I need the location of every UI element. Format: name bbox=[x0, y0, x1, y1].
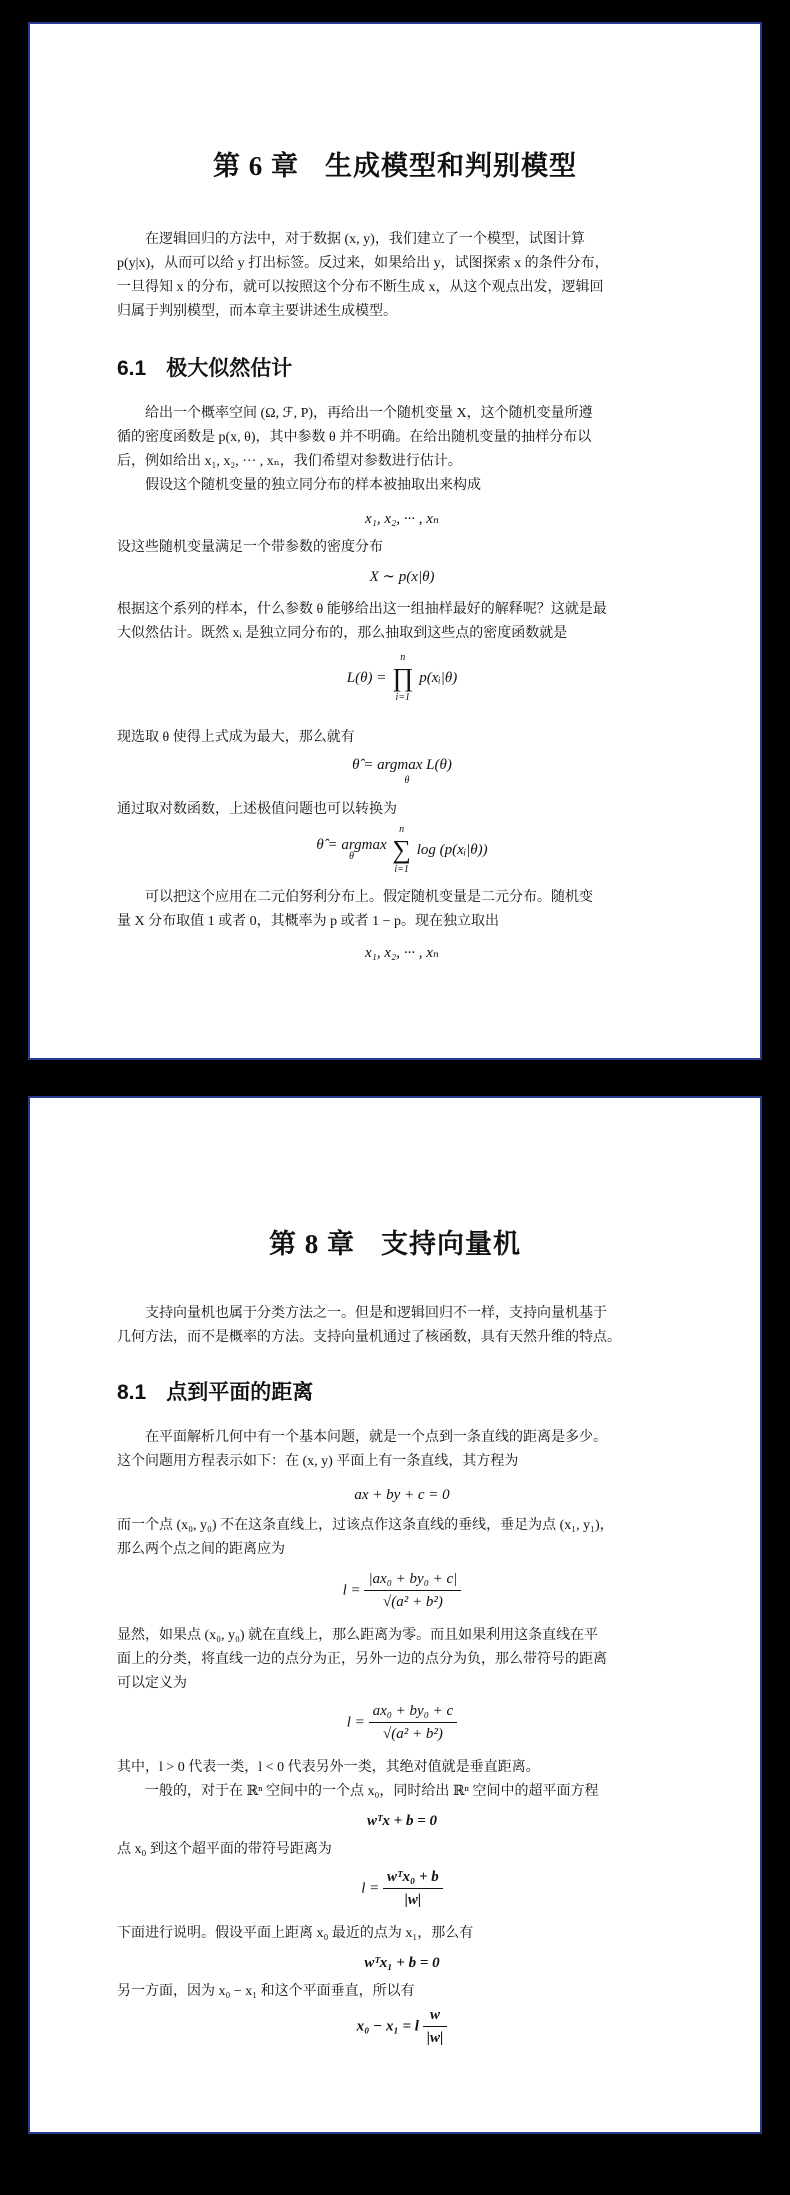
paragraph-line: 而一个点 (x₀, y₀) 不在这条直线上，过该点作这条直线的垂线，垂足为点 (x₁, y₁)， bbox=[117, 1518, 614, 1533]
paragraph-line: 另一方面，因为 x₀ − x₁ 和这个平面垂直，所以有 bbox=[117, 1984, 415, 1999]
section-8-1-title: 8.1 点到平面的距离 bbox=[117, 1381, 314, 1404]
chapter-8-title: 第 8 章 支持向量机 bbox=[269, 1229, 521, 1259]
equation-hyperplane: wᵀx + b = 0 bbox=[366, 1813, 438, 1829]
paragraph-line: 现选取 θ 使得上式成为最大，那么就有 bbox=[117, 730, 355, 745]
document-page-1 bbox=[28, 22, 762, 1060]
paragraph-line: 通过取对数函数，上述极值问题也可以转换为 bbox=[117, 802, 397, 817]
equation-perpendicular: x₀ − x₁ = l $\frac{w}{|w|}$ bbox=[117, 2004, 687, 2052]
equation-distribution: X ∼ p(x|θ) bbox=[369, 569, 435, 585]
equation-argmax: θ̂ = argmax L(θ) θ bbox=[352, 757, 452, 786]
intro-line: 一旦得知 x 的分布，就可以按照这个分布不断生成 x，从这个观点出发，逻辑回 bbox=[117, 280, 604, 295]
paragraph-line: 循的密度函数是 p(x, θ)，其中参数 θ 并不明确。在给出随机变量的抽样分布以 bbox=[117, 430, 592, 445]
paragraph-line: 点 x₀ 到这个超平面的带符号距离为 bbox=[117, 1842, 332, 1857]
paragraph-line: 显然，如果点 (x₀, y₀) 就在直线上，那么距离为零。而且如果利用这条直线在平 bbox=[117, 1628, 599, 1643]
paragraph-line: 这个问题用方程表示如下：在 (x, y) 平面上有一条直线，其方程为 bbox=[117, 1454, 519, 1469]
intro-line: 几何方法，而不是概率的方法。支持向量机通过了核函数，具有天然升维的特点。 bbox=[117, 1330, 621, 1345]
paragraph-line: 量 X 分布取值 1 或者 0，其概率为 p 或者 1 − p。现在独立取出 bbox=[117, 914, 500, 929]
paragraph-line: 在平面解析几何中有一个基本问题，就是一个点到一条直线的距离是多少。 bbox=[145, 1430, 607, 1445]
intro-line: 支持向量机也属于分类方法之一。但是和逻辑回归不一样，支持向量机基于 bbox=[145, 1306, 607, 1321]
paragraph-line: 一般的，对于在 ℝⁿ 空间中的一个点 x₀，同时给出 ℝⁿ 空间中的超平面方程 bbox=[145, 1784, 599, 1799]
equation-sample: x₁, x₂, ··· , xₙ bbox=[365, 511, 439, 527]
paragraph-line: 后，例如给出 x₁, x₂, ··· , xₙ，我们希望对参数进行估计。 bbox=[117, 454, 462, 469]
paragraph-line: 那么两个点之间的距离应为 bbox=[117, 1542, 285, 1557]
paragraph-line: 大似然估计。既然 xᵢ 是独立同分布的，那么抽取到这些点的密度函数就是 bbox=[117, 626, 568, 641]
paragraph-line: 可以定义为 bbox=[117, 1676, 187, 1691]
paragraph-line: 其中，l > 0 代表一类，l < 0 代表另外一类，其绝对值就是垂直距离。 bbox=[117, 1760, 540, 1775]
paragraph-line: 设这些随机变量满足一个带参数的密度分布 bbox=[117, 540, 383, 555]
equation-line: ax + by + c = 0 bbox=[354, 1487, 450, 1503]
equation-hyperplane-distance: l = $\frac{\text{wᵀx₀ + b}}{|w|}$ bbox=[117, 1866, 687, 1914]
paragraph-line: 假设这个随机变量的独立同分布的样本被抽取出来构成 bbox=[145, 478, 481, 493]
paragraph-line: 根据这个系列的样本，什么参数 θ 能够给出这一组抽样最好的解释呢？这就是最 bbox=[117, 602, 607, 617]
equation-signed-distance: l = $\frac{\text{ax₀ + by₀ + c}}{\text{√(a² + b²)}}$ bbox=[117, 1700, 687, 1748]
section-6-1-title: 6.1 极大似然估计 bbox=[117, 357, 293, 380]
intro-line: 归属于判别模型，而本章主要讲述生成模型。 bbox=[117, 304, 397, 319]
paragraph-line: 给出一个概率空间 (Ω, ℱ, P)，再给出一个随机变量 X，这个随机变量所遵 bbox=[145, 406, 593, 421]
paragraph-line: 可以把这个应用在二元伯努利分布上。假定随机变量是二元分布。随机变 bbox=[145, 890, 593, 905]
intro-line: p(y|x)，从而可以给 y 打出标签。反过来，如果给出 y，试图探索 x 的条件分布， bbox=[117, 256, 609, 271]
equation-likelihood: L(θ) = n ∏ i=1 p(xᵢ|θ) bbox=[346, 652, 458, 703]
chapter-6-title: 第 6 章 生成模型和判别模型 bbox=[213, 151, 577, 181]
intro-line: 在逻辑回归的方法中，对于数据 (x, y)，我们建立了一个模型，试图计算 bbox=[145, 232, 585, 247]
equation-nearest-point: wᵀx₁ + b = 0 bbox=[364, 1955, 440, 1971]
equation-distance: l = $\frac{\text{|ax₀ + by₀ + c|}}{\text{√(a² + b²)}}$ bbox=[117, 1568, 687, 1616]
equation-log-likelihood: θ̂ = argmax θ n ∑ i=1 log (p(xᵢ|θ)) bbox=[316, 824, 488, 875]
paragraph-line: 下面进行说明。假设平面上距离 x₀ 最近的点为 x₁，那么有 bbox=[117, 1926, 474, 1941]
equation-sample: x₁, x₂, ··· , xₙ bbox=[365, 945, 439, 961]
document-page-2 bbox=[28, 1096, 762, 2134]
paragraph-line: 面上的分类，将直线一边的点分为正，另外一边的点分为负，那么带符号的距离 bbox=[117, 1652, 607, 1667]
